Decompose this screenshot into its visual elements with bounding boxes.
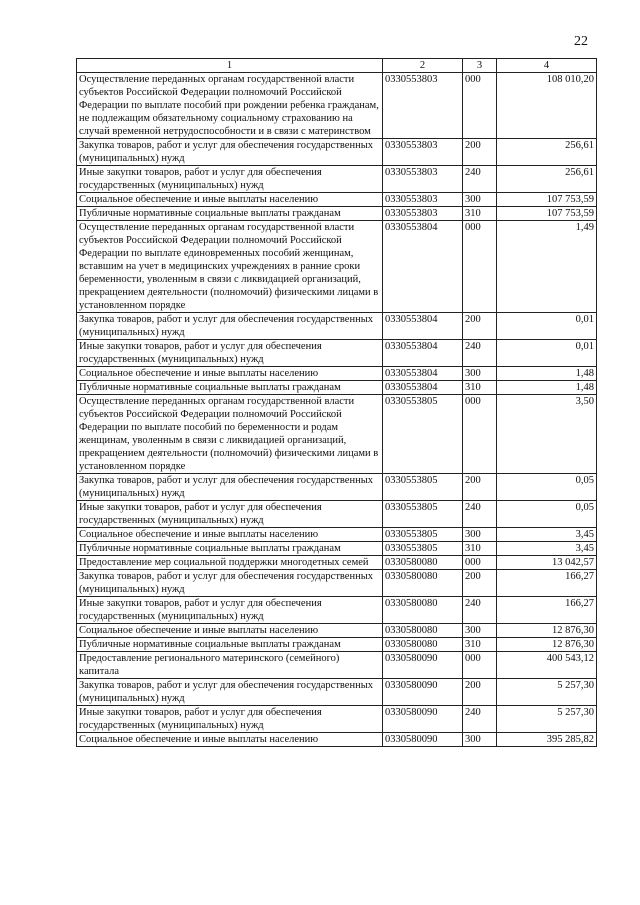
row-code-cell: 0330553805 [383,542,463,556]
row-type-cell: 200 [463,474,497,501]
row-type-cell: 200 [463,679,497,706]
table-row [77,207,597,221]
row-name-cell: Публичные нормативные социальные выплаты гражданам [77,542,383,556]
row-code-cell: 0330553803 [383,139,463,166]
row-name-cell: Осуществление переданных органам государственной власти субъектов Российской Федерации полномочий Российской Федерации по выплате пособий при рождении ребенка гражданам, не подлежащим обязательному социальному страхованию на случай временной нетрудоспособности и в связи с материнством [77,73,383,139]
row-type-cell: 000 [463,221,497,313]
row-type-cell: 200 [463,313,497,340]
row-code-cell: 0330580080 [383,570,463,597]
row-code-cell: 0330580090 [383,706,463,733]
row-sum-cell: 256,61 [497,139,597,166]
row-sum-cell: 256,61 [497,166,597,193]
row-code-cell: 0330580080 [383,597,463,624]
row-name-cell: Предоставление мер социальной поддержки многодетных семей [77,556,383,570]
row-code-cell: 0330580090 [383,652,463,679]
row-sum-cell: 0,05 [497,501,597,528]
row-name-cell: Предоставление регионального материнского (семейного) капитала [77,652,383,679]
table-row [77,367,597,381]
table-row [77,733,597,747]
table-row [77,221,597,313]
column-header: 3 [463,59,497,73]
row-name-cell: Иные закупки товаров, работ и услуг для обеспечения государственных (муниципальных) нужд [77,501,383,528]
row-type-cell: 000 [463,556,497,570]
row-type-cell: 300 [463,624,497,638]
row-name-cell: Иные закупки товаров, работ и услуг для обеспечения государственных (муниципальных) нужд [77,706,383,733]
row-name-cell: Публичные нормативные социальные выплаты гражданам [77,207,383,221]
table-row [77,638,597,652]
row-sum-cell: 3,45 [497,542,597,556]
row-code-cell: 0330553804 [383,367,463,381]
row-sum-cell: 12 876,30 [497,624,597,638]
row-type-cell: 310 [463,638,497,652]
row-sum-cell: 5 257,30 [497,706,597,733]
row-code-cell: 0330553805 [383,501,463,528]
row-type-cell: 000 [463,73,497,139]
row-code-cell: 0330553805 [383,474,463,501]
table-row [77,193,597,207]
row-name-cell: Социальное обеспечение и иные выплаты населению [77,624,383,638]
table-row [77,166,597,193]
row-name-cell: Социальное обеспечение и иные выплаты населению [77,367,383,381]
row-sum-cell: 0,01 [497,313,597,340]
row-code-cell: 0330553804 [383,221,463,313]
row-type-cell: 200 [463,570,497,597]
row-name-cell: Осуществление переданных органам государственной власти субъектов Российской Федерации полномочий Российской Федерации по выплате единовременных пособий женщинам, вставшим на учет в медицинских учреждениях в ранние сроки беременности, уволенным в связи с ликвидацией организаций, прекращением деятельности (полномочий) физическими лицами в установленном порядке [77,221,383,313]
row-sum-cell: 1,48 [497,367,597,381]
row-name-cell: Закупка товаров, работ и услуг для обеспечения государственных (муниципальных) нужд [77,570,383,597]
row-type-cell: 240 [463,597,497,624]
row-type-cell: 310 [463,542,497,556]
row-type-cell: 310 [463,207,497,221]
row-code-cell: 0330553804 [383,313,463,340]
budget-table [76,58,597,747]
row-sum-cell: 0,01 [497,340,597,367]
table-row [77,381,597,395]
row-code-cell: 0330553804 [383,381,463,395]
row-name-cell: Социальное обеспечение и иные выплаты населению [77,528,383,542]
row-type-cell: 000 [463,652,497,679]
row-sum-cell: 13 042,57 [497,556,597,570]
row-name-cell: Социальное обеспечение и иные выплаты населению [77,193,383,207]
row-code-cell: 0330553803 [383,193,463,207]
row-name-cell: Публичные нормативные социальные выплаты гражданам [77,381,383,395]
row-type-cell: 310 [463,381,497,395]
row-code-cell: 0330553803 [383,73,463,139]
row-code-cell: 0330553805 [383,395,463,474]
column-header: 1 [77,59,383,73]
row-sum-cell: 108 010,20 [497,73,597,139]
row-name-cell: Закупка товаров, работ и услуг для обеспечения государственных (муниципальных) нужд [77,139,383,166]
row-sum-cell: 12 876,30 [497,638,597,652]
row-code-cell: 0330553803 [383,207,463,221]
table-row [77,139,597,166]
table-row [77,706,597,733]
row-type-cell: 240 [463,166,497,193]
row-name-cell: Осуществление переданных органам государственной власти субъектов Российской Федерации полномочий Российской Федерации по выплате пособий по беременности и родам женщинам, уволенным в связи с ликвидацией организаций, прекращением деятельности (полномочий) физическими лицами в установленном порядке [77,395,383,474]
row-type-cell: 000 [463,395,497,474]
row-type-cell: 300 [463,193,497,207]
row-name-cell: Иные закупки товаров, работ и услуг для обеспечения государственных (муниципальных) нужд [77,166,383,193]
table-row [77,556,597,570]
row-type-cell: 240 [463,706,497,733]
column-header: 2 [383,59,463,73]
row-sum-cell: 395 285,82 [497,733,597,747]
row-name-cell: Закупка товаров, работ и услуг для обеспечения государственных (муниципальных) нужд [77,474,383,501]
row-sum-cell: 3,45 [497,528,597,542]
row-name-cell: Закупка товаров, работ и услуг для обеспечения государственных (муниципальных) нужд [77,679,383,706]
table-row [77,501,597,528]
row-type-cell: 200 [463,139,497,166]
row-type-cell: 300 [463,733,497,747]
table-row [77,542,597,556]
row-sum-cell: 5 257,30 [497,679,597,706]
table-row [77,474,597,501]
row-type-cell: 300 [463,367,497,381]
row-code-cell: 0330553804 [383,340,463,367]
row-sum-cell: 166,27 [497,597,597,624]
table-row [77,340,597,367]
row-type-cell: 300 [463,528,497,542]
row-sum-cell: 1,49 [497,221,597,313]
row-code-cell: 0330580080 [383,624,463,638]
table-row [77,73,597,139]
row-sum-cell: 400 543,12 [497,652,597,679]
row-name-cell: Публичные нормативные социальные выплаты гражданам [77,638,383,652]
row-type-cell: 240 [463,501,497,528]
row-sum-cell: 1,48 [497,381,597,395]
page-number: 22 [574,34,588,49]
row-name-cell: Иные закупки товаров, работ и услуг для обеспечения государственных (муниципальных) нужд [77,340,383,367]
row-sum-cell: 107 753,59 [497,193,597,207]
row-code-cell: 0330580090 [383,679,463,706]
row-sum-cell: 107 753,59 [497,207,597,221]
table-row [77,313,597,340]
row-code-cell: 0330553805 [383,528,463,542]
table-row [77,652,597,679]
row-code-cell: 0330580080 [383,638,463,652]
column-header: 4 [497,59,597,73]
table-row [77,395,597,474]
table-header-row [77,59,597,73]
row-sum-cell: 166,27 [497,570,597,597]
row-sum-cell: 3,50 [497,395,597,474]
table-row [77,679,597,706]
row-name-cell: Социальное обеспечение и иные выплаты населению [77,733,383,747]
row-name-cell: Иные закупки товаров, работ и услуг для обеспечения государственных (муниципальных) нужд [77,597,383,624]
table-row [77,570,597,597]
row-code-cell: 0330580080 [383,556,463,570]
row-code-cell: 0330553803 [383,166,463,193]
row-code-cell: 0330580090 [383,733,463,747]
row-name-cell: Закупка товаров, работ и услуг для обеспечения государственных (муниципальных) нужд [77,313,383,340]
table-row [77,597,597,624]
table-row [77,528,597,542]
table-row [77,624,597,638]
row-type-cell: 240 [463,340,497,367]
row-sum-cell: 0,05 [497,474,597,501]
